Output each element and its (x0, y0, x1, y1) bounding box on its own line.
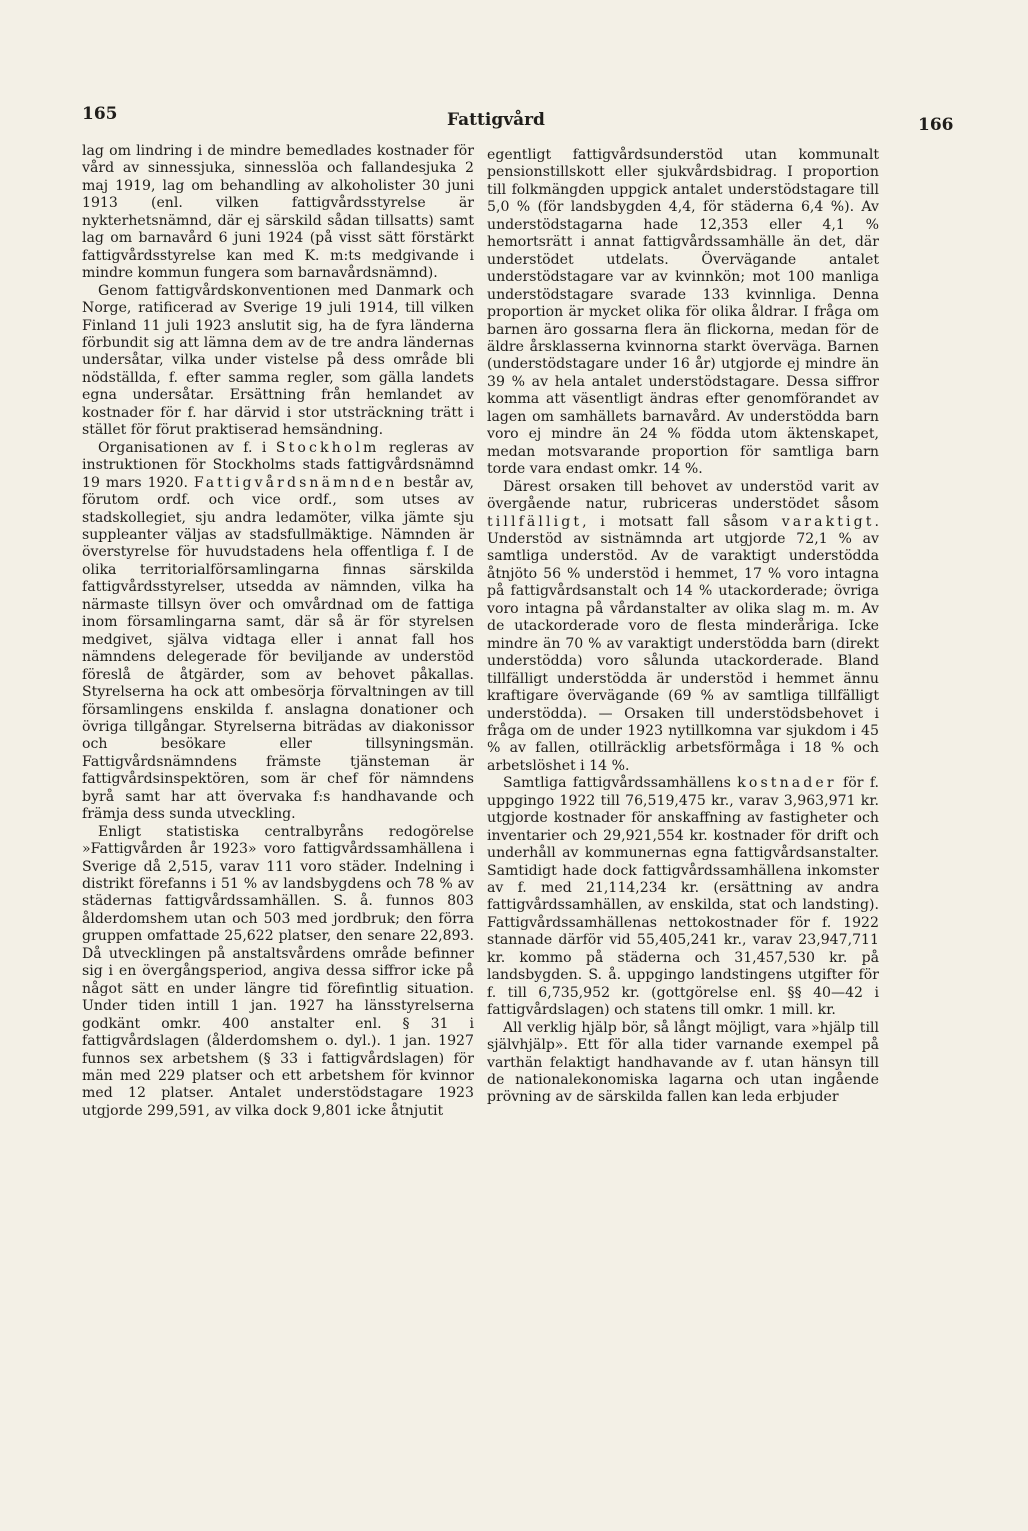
text-run: regleras av instruktionen för Stockholms stads fattigvårdsnämnd 19 mars 1920. (82, 439, 474, 491)
spaced-emphasis: kostnader (737, 775, 837, 792)
text-run: , i motsatt fall såsom (582, 513, 782, 530)
paragraph (487, 775, 879, 1019)
spaced-emphasis: Stockholm (275, 439, 380, 456)
spaced-emphasis: varaktigt (781, 513, 875, 530)
spaced-emphasis: tillfälligt (487, 513, 583, 530)
text-run: Därest orsaken till behovet av understöd varit av övergående natur, rubriceras understödet såsom (487, 478, 879, 513)
page-number-right: 166 (918, 115, 954, 135)
paragraph: All verklig hjälp bör, så långt möjligt, vara »hjälp till självhjälp». Ett för alla tider varnande exempel på varthän felaktigt handhavande av f. utan hänsyn till de nationalekonomiska lagarna och utan ingående prövning av de särskilda fallen kan leda erbjuder (487, 1019, 879, 1106)
paragraph: Genom fattigvårdskonventionen med Danmark och Norge, ratificerad av Sverige 19 juli 1914, till vilken Finland 11 juli 1923 anslutit sig, ha de fyra länderna förbundit sig att lämna dem av de tre andra ländernas undersåtar, vilka under vistelse på dess område bli nödställda, f. efter samma regler, som gälla landets egna undersåtar. Ersättning från hemlandet av kostnader för f. har därvid i stor utsträckning trätt i stället för förut praktiserad hemsändning. (82, 282, 474, 439)
paragraph (82, 440, 474, 824)
text-run: består av, förutom ordf. och vice ordf., som utses av stadskollegiet, sju andra ledamöter, vilka jämte sju suppleanter väljas av stadsfullmäktige. Nämnden är överstyrelse för huvudstadens hela offentliga f. I de olika territorialförsamlingarna finnas särskilda fattigvårdsstyrelser, utsedda av nämnden, vilka ha närmaste tillsyn över och omvårdnad om de fattiga inom församlingarna samt, där så är för styrelsen medgivet, själva vidtaga eller i annat fall hos nämndens delegerade för beviljande av understöd föreslå de åtgärder, som av behovet påkallas. Styrelserna ha ock att ombesörja förvaltningen av till församlingens enskilda f. anslagna donationer och övriga tillgångar. Styrelserna biträdas av diakonissor och besökare eller tillsyningsmän. Fattigvårdsnämndens främste tjänsteman är fattigvårdsinspektören, som är chef för nämndens byrå samt har att övervaka f:s handhavande och främja dess sunda utveckling. (82, 474, 474, 823)
text-run: Organisationen av f. i (98, 439, 276, 456)
paragraph: Enligt statistiska centralbyråns redogörelse »Fattigvården år 1923» voro fattigvårdssamhällena i Sverige då 2,515, varav 111 voro städer. Indelning i distrikt förefanns i 51 % av landsbygdens och 78 % av städernas fattigvårdssamhällen. S. å. funnos 803 ålderdomshem utan och 503 med jordbruk; den förra gruppen omfattade 25,622 platser, den senare 22,893. Då utvecklingen på anstaltsvårdens område befinner sig i en övergångsperiod, angiva dessa siffror icke på något sätt en under längre tid förefintlig situation. Under tiden intill 1 jan. 1927 ha länsstyrelserna godkänt omkr. 400 anstalter enl. § 31 i fattigvårdslagen (ålderdomshem o. dyl.). 1 jan. 1927 funnos sex arbetshem (§ 33 i fattigvårdslagen) för män med 229 platser och ett arbetshem för kvinnor med 12 platser. Antalet understödstagare 1923 utgjorde 299,591, av vilka dock 9,801 icke åtnjutit (82, 823, 474, 1119)
page-number-left: 165 (82, 104, 118, 124)
right-column (487, 147, 879, 1107)
text-run: Samtliga fattigvårdssamhällens (503, 775, 738, 792)
text-run: för f. uppgingo 1922 till 76,519,475 kr., varav 3,963,971 kr. utgjorde kostnader för anskaffning av fastigheter och inventarier och 29,921,554 kr. kostnader för drift och underhåll av kommunernas egna fattigvårdsanstalter. Samtidigt hade dock fattigvårdssamhällena inkomster av f. med 21,114,234 kr. (ersättning av andra fattigvårdssamhällen, av enskilda, stat och landsting). Fattigvårdssamhällenas nettokostnader för f. 1922 stannade därför vid 55,405,241 kr., varav 23,947,711 kr. kommo på städerna och 31,457,530 kr. på landsbygden. S. å. uppgingo landstingens utgifter för f. till 6,735,952 kr. (gottgörelse enl. §§ 40—42 i fattigvårdslagen) och statens till omkr. 1 mill. kr. (487, 775, 880, 1019)
left-column (82, 143, 474, 1120)
paragraph: lag om lindring i de mindre bemedlades kostnader för vård av sinnessjuka, sinnesslöa och fallandesjuka 2 maj 1919, lag om behandling av alkoholister 30 juni 1913 (enl. vilken fattigvårdsstyrelse är nykterhetsnämnd, där ej särskild sådan tillsatts) samt lag om barnavård 6 juni 1924 (på visst sätt förstärkt fattigvårdsstyrelse kan med K. m:ts medgivande i mindre kommun fungera som barnavårdsnämnd). (82, 143, 474, 282)
spaced-emphasis: Fattigvårdsnämnden (193, 474, 398, 491)
running-title: Fattigvård (447, 110, 545, 130)
text-run: . Understöd av sistnämnda art utgjorde 72,1 % av samtliga understöd. Av de varaktigt understödda åtnjöto 56 % understöd i hemmet, 17 % voro intagna på fattigvårdsanstalt och 14 % utackorderade; övriga voro intagna på vårdanstalter av olika slag m. m. Av de utackorderade voro de flesta minderåriga. Icke mindre än 70 % av varaktigt understödda barn (direkt understödda) voro sålunda utackorderade. Bland tillfälligt understödda är understöd i hemmet ännu kraftigare övervägande (69 % av samtliga tillfälligt understödda). — Orsaken till understödsbehovet i fråga om de under 1923 nytillkomna var sjukdom i 45 % av fallen, otillräcklig arbetsförmåga i 18 % och arbetslöshet i 14 %. (487, 513, 879, 774)
paragraph: egentligt fattigvårdsunderstöd utan kommunalt pensionstillskott eller sjukvårdsbidrag. I proportion till folkmängden uppgick antalet understödstagare till 5,0 % (för landsbygden 4,4, för städerna 6,4 %). Av understödstagarna hade 12,353 eller 4,1 % hemortsrätt i annat fattigvårdssamhälle än det, där understödet utdelats. Övervägande antalet understödstagare var av kvinnkön; mot 100 manliga understödstagare svarade 133 kvinnliga. Denna proportion är mycket olika för olika åldrar. I fråga om barnen äro gossarna flera än flickorna, medan för de äldre årsklasserna kvinnorna starkt överväga. Barnen (understödstagare under 16 år) utgjorde ej mindre än 39 % av hela antalet understödstagare. Dessa siffror komma att väsentligt ändras efter genomförandet av lagen om samhällets barnavård. Av understödda barn voro ej mindre än 24 % födda utom äktenskapet, medan motsvarande proportion för samtliga barn torde vara endast omkr. 14 %. (487, 147, 879, 478)
paragraph (487, 479, 879, 776)
